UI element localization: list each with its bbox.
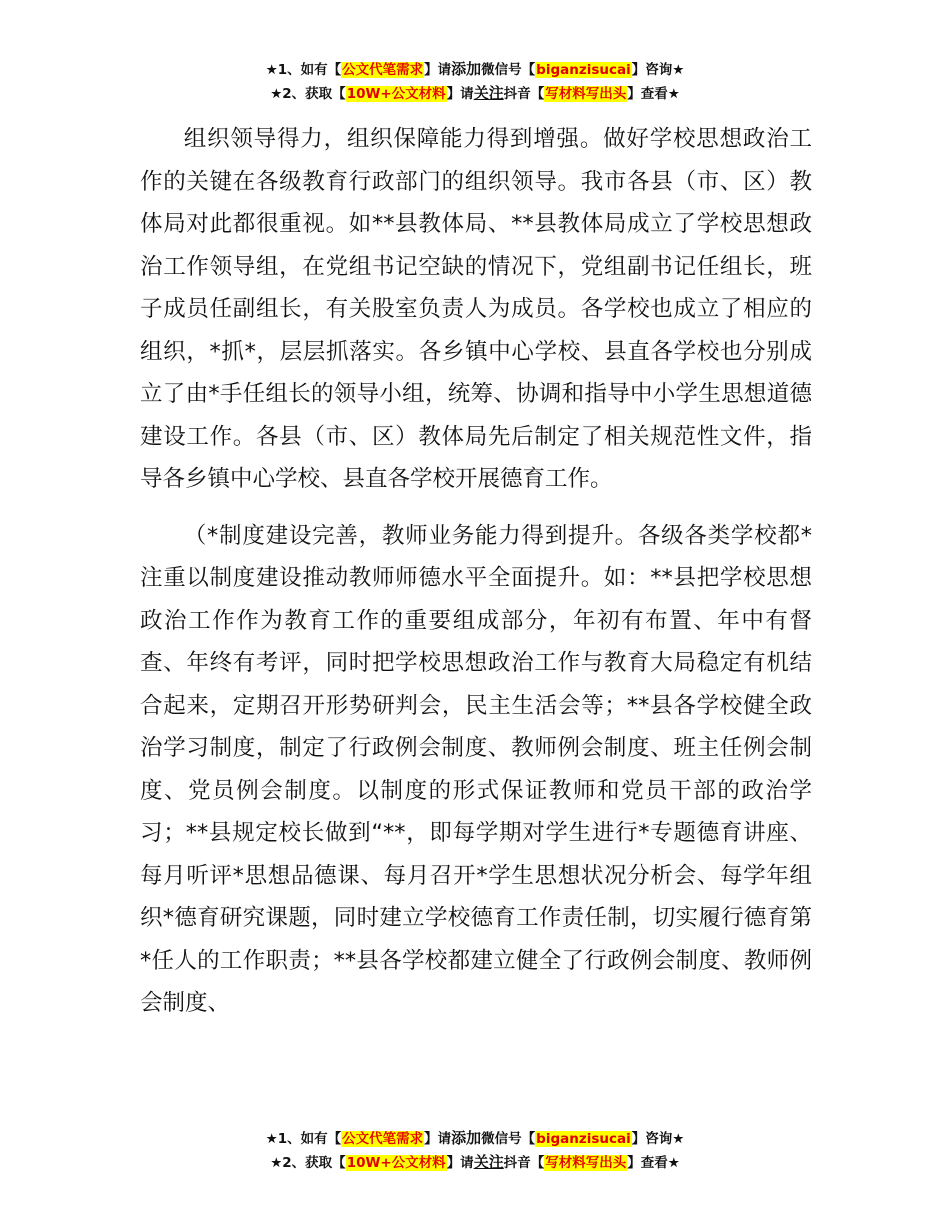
text-line: 保证教师和党员干部的政治学习；**县规定校长做到“**，即 <box>140 777 812 846</box>
text-line: 中心学校、县直各学校也分别成立了由*手任组长的领导小 <box>140 338 812 407</box>
banner-emphasis: 添加 <box>451 1129 482 1147</box>
paragraph-1 <box>140 118 812 501</box>
banner-text: 微信号【 <box>481 1131 536 1147</box>
banner-highlight: biganzisucai <box>536 1131 631 1147</box>
document-body <box>140 118 812 1025</box>
banner-highlight: 写材料写出头 <box>545 1155 627 1171</box>
banner-text: 】请 <box>446 1155 474 1171</box>
banner-text: 】请 <box>424 62 452 78</box>
banner-text: 】咨询★ <box>631 62 685 78</box>
footer-banner <box>0 1127 950 1175</box>
text-line: 把学校思想政治工作作为教育工作的重要组成部分，年初有布 <box>140 565 812 634</box>
banner-highlight: 写材料写出头 <box>545 86 627 102</box>
banner-text: 】咨询★ <box>631 1131 685 1147</box>
text-line: 月召开*学生思想状况分析会、每学年组织*德育研究课题，同 <box>140 862 812 931</box>
banner-text: ★1、如有【 <box>265 62 342 78</box>
text-line: 治工作的关键在各级教育行政部门的组织领导。我市各县 <box>140 126 812 195</box>
text-line: 责；**县各学校都建立健全了行政例会制度、教师例会制度、 <box>140 947 812 1016</box>
banner-text: 】请 <box>446 86 474 102</box>
banner-text: ★2、获取【 <box>270 86 346 102</box>
text-line: 党组副书记任组长，班子成员任副组长，有关股室负责人为成 <box>140 253 812 322</box>
banner-line-2 <box>0 82 950 106</box>
banner-highlight: 10W+公文材料 <box>346 86 446 102</box>
text-line: 时建立学校德育工作责任制，切实履行德育第*任人的工作职 <box>140 905 812 974</box>
banner-text: 】查看★ <box>627 1155 680 1171</box>
text-line: 组，统筹、协调和指导中小学生思想道德建设工作。各县 <box>140 381 812 450</box>
banner-text: 】请 <box>424 1131 452 1147</box>
text-line: 师例会制度、班主任例会制度、党员例会制度。以制度的形式 <box>140 735 812 804</box>
banner-highlight: 公文代笔需求 <box>342 1131 424 1147</box>
header-banner <box>0 58 950 106</box>
banner-text: 抖音【 <box>503 86 545 102</box>
banner-text: 】查看★ <box>627 86 680 102</box>
banner-text: ★2、获取【 <box>270 1155 346 1171</box>
text-line: 成立了学校思想政治工作领导组，在党组书记空缺的情况下， <box>140 211 812 280</box>
banner-text: 抖音【 <box>503 1155 545 1171</box>
banner-line-1 <box>0 58 950 82</box>
banner-line-1 <box>0 1127 950 1151</box>
text-line: 每学期对学生进行*专题德育讲座、每月听评*思想品德课、每 <box>140 820 812 889</box>
text-line: 等；**县各学校健全政治学习制度，制定了行政例会制度、教 <box>140 692 812 761</box>
banner-highlight: biganzisucai <box>536 62 631 78</box>
text-line: 心学校、县直各学校开展德育工作。 <box>252 466 613 492</box>
banner-emphasis: 关注 <box>473 1153 504 1171</box>
text-line: 校都*注重以制度建设推动教师师德水平全面提升。如：**县 <box>140 522 812 591</box>
banner-text: ★1、如有【 <box>265 1131 342 1147</box>
banner-emphasis: 关注 <box>473 84 504 102</box>
banner-line-2 <box>0 1151 950 1175</box>
banner-highlight: 公文代笔需求 <box>342 62 424 78</box>
paragraph-2 <box>140 515 812 1025</box>
text-line: （市、区）教体局先后制定了相关规范性文件，指导各乡镇中 <box>140 423 812 492</box>
text-line: 置、年中有督查、年终有考评，同时把学校思想政治工作与教 <box>140 607 812 676</box>
text-line: 育大局稳定有机结合起来，定期召开形势研判会，民主生活会 <box>140 650 812 719</box>
text-line: （*制度建设完善，教师业务能力得到提升。各级各类学 <box>183 522 755 549</box>
text-line: 员。各学校也成立了相应的组织，*抓*，层层抓落实。各乡镇 <box>140 296 812 365</box>
text-line: 组织领导得力，组织保障能力得到增强。做好学校思想政 <box>183 126 767 152</box>
banner-emphasis: 添加 <box>451 60 482 78</box>
text-line: （市、区）教体局对此都很重视。如**县教体局、**县教体局 <box>140 168 812 237</box>
banner-text: 微信号【 <box>481 62 536 78</box>
banner-highlight: 10W+公文材料 <box>346 1155 446 1171</box>
